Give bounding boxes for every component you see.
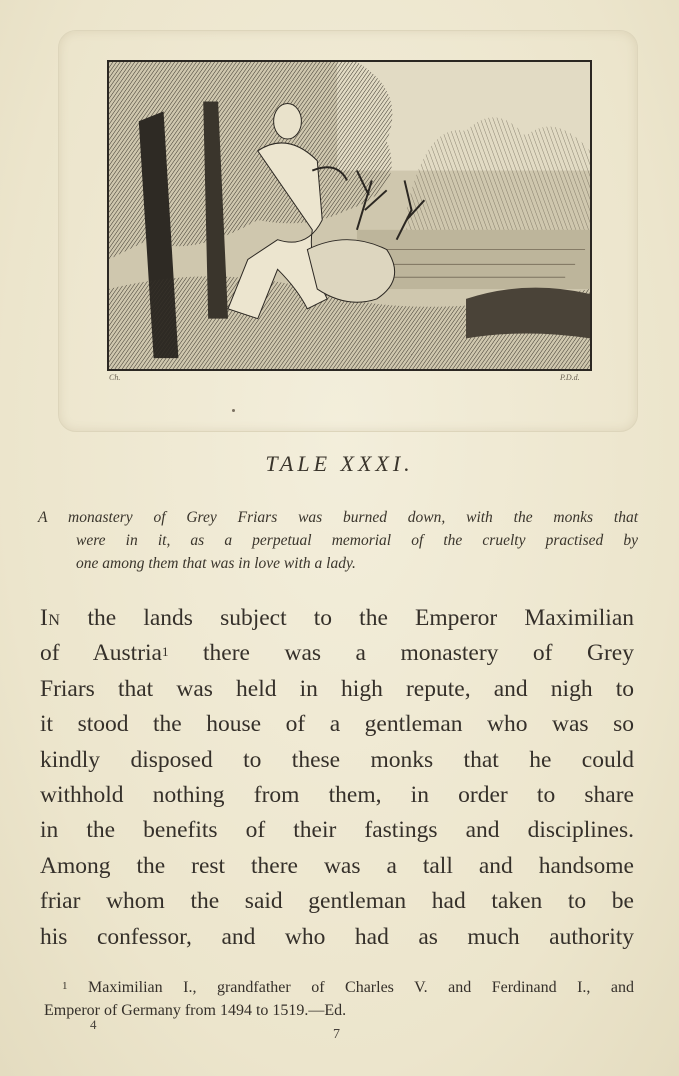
body-line: in the benefits of their fastings and disciplines. [40, 817, 634, 844]
body-line: Among the rest there was a tall and handsome [40, 852, 634, 879]
footnote [44, 976, 634, 1022]
body-line: of Austria$^1$ there was a monastery of Grey [40, 640, 634, 667]
engraver-signature-right: P.D.d. [560, 373, 580, 382]
summary-line: A monastery of Grey Friars was burned down, with the monks that [38, 509, 638, 526]
tale-body [40, 601, 634, 955]
body-line: it stood the house of a gentleman who was so [40, 711, 634, 738]
engraving-illustration [107, 60, 592, 371]
opening-word: In [40, 605, 61, 631]
body-line: friar whom the said gentleman had taken to be [40, 888, 634, 915]
body-line: In the lands subject to the Emperor Maximilian [40, 605, 634, 631]
page-number: 7 [333, 1027, 340, 1042]
engraving-image [109, 62, 590, 369]
footnote-line: Emperor of Germany from 1494 to 1519.—Ed. [44, 1002, 347, 1019]
footnote-reference[interactable]: 1 [161, 644, 169, 660]
ink-speck [232, 409, 235, 412]
signature-mark: 4 [90, 1017, 97, 1032]
body-line: his confessor, and who had as much authority [40, 923, 634, 950]
tale-summary [38, 506, 638, 575]
body-line: Friars that was held in high repute, and nigh to [40, 675, 634, 702]
body-line: kindly disposed to these monks that he could [40, 746, 634, 773]
footnote-line: $^1$ Maximilian I., grandfather of Charles V. and Ferdinand I., and [62, 979, 635, 996]
engraver-signature-left: Ch. [109, 373, 121, 382]
tale-title: TALE XXXI. [265, 451, 414, 476]
summary-line: one among them that was in love with a lady. [76, 555, 356, 572]
summary-line: were in it, as a perpetual memorial of the cruelty practised by [76, 532, 638, 549]
footnote-marker: 1 [62, 980, 68, 992]
body-line: withhold nothing from them, in order to share [40, 781, 634, 808]
